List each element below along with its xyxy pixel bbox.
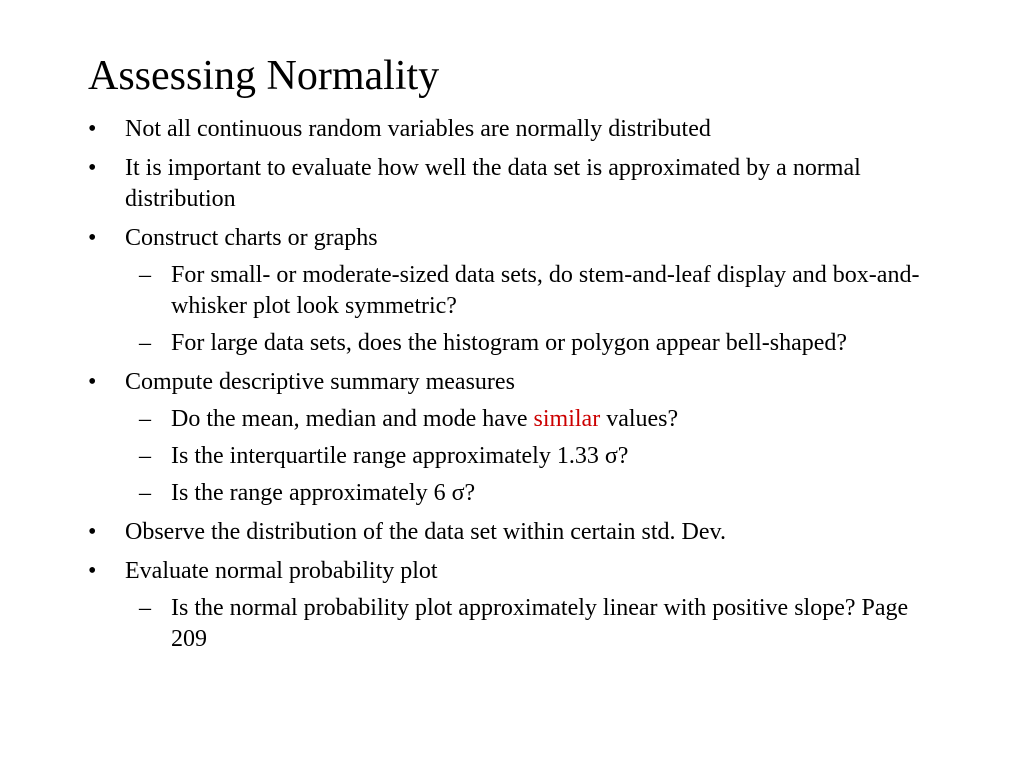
sub-bullet-item xyxy=(125,478,948,509)
bullet-marker: • xyxy=(88,116,97,142)
bullet-item xyxy=(88,367,948,509)
sub-bullet-text: For small- or moderate-sized data sets, do stem-and-leaf display and box-and-whisker plot look symmetric? xyxy=(171,262,920,319)
bullet-marker: • xyxy=(88,558,97,584)
bullet-marker: • xyxy=(88,369,97,395)
bullet-text: Construct charts or graphs xyxy=(125,225,378,251)
sub-bullet-marker: – xyxy=(139,330,151,356)
sub-bullet-item xyxy=(125,260,948,322)
sub-bullet-list xyxy=(125,593,948,655)
sub-bullet-text-before: Do the mean, median and mode have xyxy=(171,406,534,432)
bullet-list xyxy=(88,114,948,663)
bullet-marker: • xyxy=(88,155,97,181)
sub-bullet-marker: – xyxy=(139,262,151,288)
bullet-item xyxy=(88,223,948,359)
bullet-text: Evaluate normal probability plot xyxy=(125,558,438,584)
bullet-text: Observe the distribution of the data set within certain std. Dev. xyxy=(125,519,726,545)
sub-bullet-list xyxy=(125,260,948,359)
sub-bullet-item xyxy=(125,441,948,472)
bullet-text: It is important to evaluate how well the data set is approximated by a normal distribution xyxy=(125,155,861,212)
sub-bullet-marker: – xyxy=(139,595,151,621)
bullet-text: Not all continuous random variables are normally distributed xyxy=(125,116,711,142)
sub-bullet-text: Is the range approximately 6 σ? xyxy=(171,480,476,506)
sub-bullet-item xyxy=(125,328,948,359)
bullet-text: Compute descriptive summary measures xyxy=(125,369,515,395)
sub-bullet-text: For large data sets, does the histogram or polygon appear bell-shaped? xyxy=(171,330,848,356)
sub-bullet-marker: – xyxy=(139,406,151,432)
bullet-item xyxy=(88,556,948,655)
bullet-marker: • xyxy=(88,519,97,545)
sub-bullet-text-after: values? xyxy=(600,406,679,432)
bullet-item xyxy=(88,153,948,215)
sub-bullet-text: Is the normal probability plot approximately linear with positive slope? Page 209 xyxy=(171,595,909,652)
highlighted-word: similar xyxy=(533,406,601,432)
bullet-item xyxy=(88,114,948,145)
sub-bullet-marker: – xyxy=(139,480,151,506)
bullet-item xyxy=(88,517,948,548)
sub-bullet-text xyxy=(171,406,678,432)
sub-bullet-item xyxy=(125,404,948,435)
sub-bullet-list xyxy=(125,404,948,509)
sub-bullet-text: Is the interquartile range approximately 1.33 σ? xyxy=(171,443,629,469)
sub-bullet-item xyxy=(125,593,948,655)
slide-title: Assessing Normality xyxy=(88,53,440,99)
bullet-marker: • xyxy=(88,225,97,251)
sub-bullet-marker: – xyxy=(139,443,151,469)
